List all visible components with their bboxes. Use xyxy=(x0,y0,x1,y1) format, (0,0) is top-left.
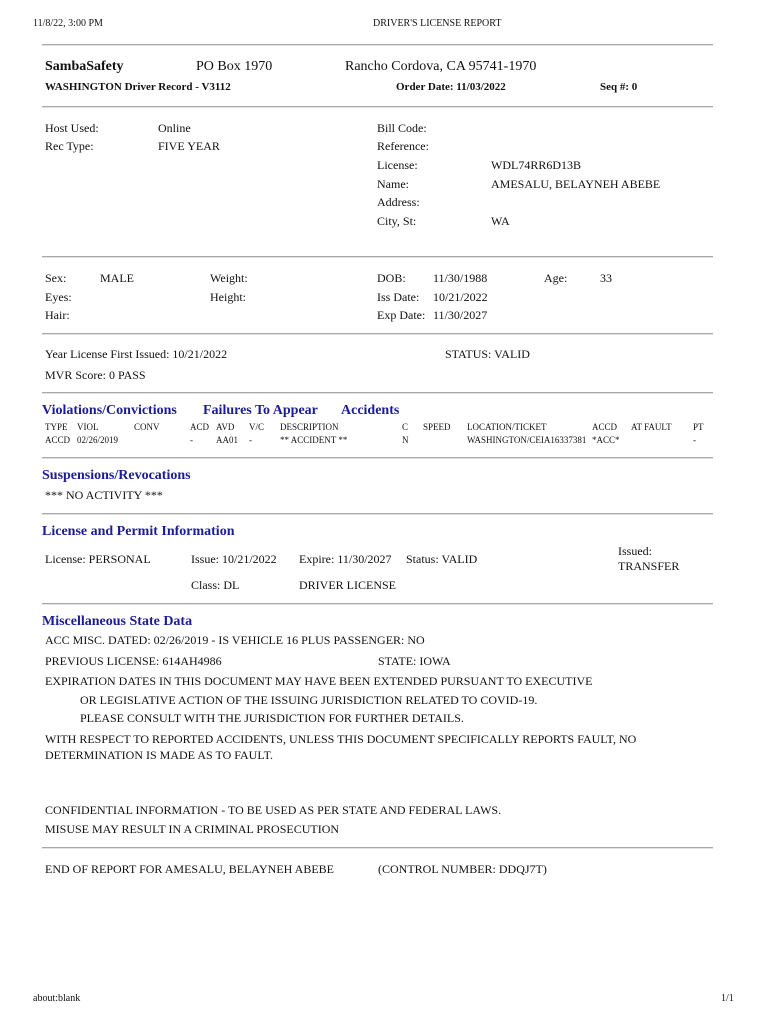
bill-code-label: Bill Code: xyxy=(377,121,427,135)
failures-heading: Failures To Appear xyxy=(203,403,318,418)
iss-date-label: Iss Date: xyxy=(377,290,420,304)
row-type: ACCD xyxy=(45,435,71,445)
expiration-note-1: EXPIRATION DATES IN THIS DOCUMENT MAY HAVE BEEN EXTENDED PURSUANT TO EXECUTIVE xyxy=(45,674,593,688)
row-avd: AA01 xyxy=(216,435,238,445)
previous-license: PREVIOUS LICENSE: 614AH4986 xyxy=(45,654,222,668)
fault-note-1: WITH RESPECT TO REPORTED ACCIDENTS, UNLESS THIS DOCUMENT SPECIFICALLY REPORTS FAULT, NO xyxy=(45,732,637,746)
company-po-box: PO Box 1970 xyxy=(196,59,273,74)
host-used-label: Host Used: xyxy=(45,121,99,135)
divider xyxy=(42,847,713,849)
divider xyxy=(42,333,713,335)
exp-date-value: 11/30/2027 xyxy=(433,308,488,322)
row-c: N xyxy=(402,435,409,445)
sex-label: Sex: xyxy=(45,271,67,285)
col-avd: AVD xyxy=(216,422,235,432)
record-title: WASHINGTON Driver Record - V3112 xyxy=(45,81,231,93)
divider xyxy=(42,457,713,459)
row-pt: - xyxy=(693,435,696,445)
city-value: WA xyxy=(491,214,510,228)
order-date: Order Date: 11/03/2022 xyxy=(396,81,506,93)
acc-misc: ACC MISC. DATED: 02/26/2019 - IS VEHICLE 16 PLUS PASSENGER: NO xyxy=(45,633,425,647)
previous-state: STATE: IOWA xyxy=(378,654,451,668)
row-vc: - xyxy=(249,435,252,445)
end-of-report: END OF REPORT FOR AMESALU, BELAYNEH ABEBE xyxy=(45,862,334,876)
license-permit-heading: License and Permit Information xyxy=(42,524,235,539)
reference-label: Reference: xyxy=(377,139,429,153)
height-label: Height: xyxy=(210,290,246,304)
age-label: Age: xyxy=(544,271,568,285)
row-location: WASHINGTON/CEIA16337381 xyxy=(467,435,587,445)
license-expire: Expire: 11/30/2027 xyxy=(299,552,392,566)
col-type: TYPE xyxy=(45,422,68,432)
col-description: DESCRIPTION xyxy=(280,422,339,432)
misc-heading: Miscellaneous State Data xyxy=(42,614,193,629)
company-city: Rancho Cordova, CA 95741-1970 xyxy=(345,59,537,74)
divider xyxy=(42,603,713,605)
sex-value: MALE xyxy=(100,271,134,285)
divider xyxy=(42,513,713,515)
rec-type-label: Rec Type: xyxy=(45,139,94,153)
violations-heading: Violations/Convictions xyxy=(42,403,177,418)
col-vc: V/C xyxy=(249,422,265,432)
license-issue: Issue: 10/21/2022 xyxy=(191,552,277,566)
divider xyxy=(42,106,713,108)
row-accd: *ACC* xyxy=(592,435,620,445)
row-acd: - xyxy=(190,435,193,445)
col-location: LOCATION/TICKET xyxy=(467,422,547,432)
print-datetime: 11/8/22, 3:00 PM xyxy=(33,18,103,29)
city-label: City, St: xyxy=(377,214,417,228)
address-label: Address: xyxy=(377,195,420,209)
col-at-fault: AT FAULT xyxy=(631,422,672,432)
issued-label: Issued: xyxy=(618,544,652,558)
host-used-value: Online xyxy=(158,121,191,135)
suspensions-heading: Suspensions/Revocations xyxy=(42,468,191,483)
license-label: License: xyxy=(377,158,418,172)
mvr-score: MVR Score: 0 PASS xyxy=(45,368,146,382)
first-issued: Year License First Issued: 10/21/2022 xyxy=(45,347,228,361)
row-viol: 02/26/2019 xyxy=(77,435,119,445)
print-url: about:blank xyxy=(33,993,81,1004)
license-class: Class: DL xyxy=(191,578,240,592)
col-acd: ACD xyxy=(190,422,210,432)
iss-date-value: 10/21/2022 xyxy=(433,290,488,304)
rec-type-value: FIVE YEAR xyxy=(158,139,220,153)
col-speed: SPEED xyxy=(423,422,451,432)
col-conv: CONV xyxy=(134,422,160,432)
name-label: Name: xyxy=(377,177,409,191)
seq-number: Seq #: 0 xyxy=(600,81,638,93)
confidential-note-1: CONFIDENTIAL INFORMATION - TO BE USED AS PER STATE AND FEDERAL LAWS. xyxy=(45,803,502,817)
print-page-number: 1/1 xyxy=(721,993,734,1004)
dob-value: 11/30/1988 xyxy=(433,271,488,285)
eyes-label: Eyes: xyxy=(45,290,72,304)
license-type: License: PERSONAL xyxy=(45,552,151,566)
expiration-note-2: OR LEGISLATIVE ACTION OF THE ISSUING JURISDICTION RELATED TO COVID-19. xyxy=(80,693,538,707)
row-description: ** ACCIDENT ** xyxy=(280,435,348,445)
age-value: 33 xyxy=(600,271,612,285)
divider xyxy=(42,256,713,258)
company-name: SambaSafety xyxy=(45,59,124,74)
accidents-heading: Accidents xyxy=(341,403,400,418)
hair-label: Hair: xyxy=(45,308,70,322)
fault-note-2: DETERMINATION IS MADE AS TO FAULT. xyxy=(45,748,274,762)
license-value: WDL74RR6D13B xyxy=(491,158,581,172)
suspensions-text: *** NO ACTIVITY *** xyxy=(45,488,163,502)
dob-label: DOB: xyxy=(377,271,406,285)
col-c: C xyxy=(402,422,409,432)
license-class-desc: DRIVER LICENSE xyxy=(299,578,396,592)
license-status: STATUS: VALID xyxy=(445,347,530,361)
divider xyxy=(42,392,713,394)
name-value: AMESALU, BELAYNEH ABEBE xyxy=(491,177,661,191)
print-title: DRIVER'S LICENSE REPORT xyxy=(373,18,502,29)
confidential-note-2: MISUSE MAY RESULT IN A CRIMINAL PROSECUTION xyxy=(45,822,340,836)
col-viol: VIOL xyxy=(77,422,99,432)
issued-value: TRANSFER xyxy=(618,559,680,573)
expiration-note-3: PLEASE CONSULT WITH THE JURISDICTION FOR FURTHER DETAILS. xyxy=(80,711,464,725)
license-status-info: Status: VALID xyxy=(406,552,478,566)
control-number: (CONTROL NUMBER: DDQJ7T) xyxy=(378,862,547,876)
col-accd: ACCD xyxy=(592,422,618,432)
weight-label: Weight: xyxy=(210,271,248,285)
divider xyxy=(42,44,713,46)
col-pt: PT xyxy=(693,422,704,432)
exp-date-label: Exp Date: xyxy=(377,308,426,322)
